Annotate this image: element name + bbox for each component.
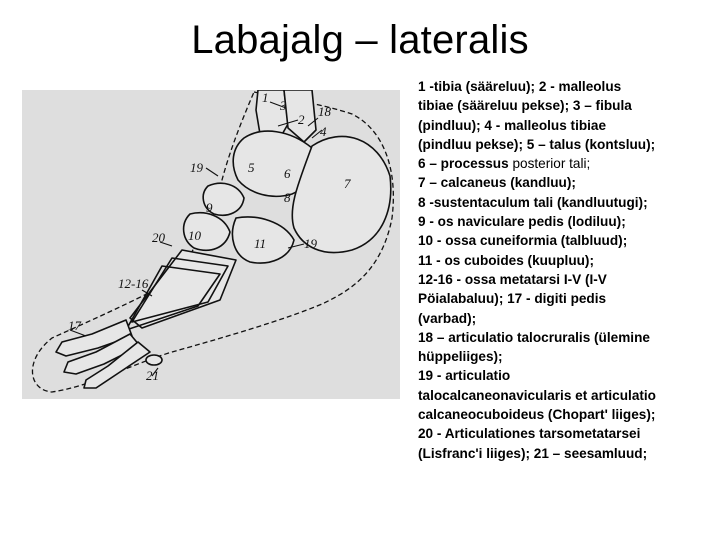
legend-line-text: tibiae (sääreluu pekse); 3 – fibula [418, 98, 632, 114]
legend-line [418, 173, 714, 192]
callout-number: 12-16 [118, 276, 149, 291]
legend-line-text: 6 – processus [418, 156, 509, 172]
callout-number: 8 [284, 190, 291, 205]
legend-line-text: 11 - os cuboides (kuupluu); [418, 252, 594, 268]
legend-line [418, 309, 714, 328]
legend-line [418, 116, 714, 135]
legend-line-text: 12-16 - ossa metatarsi I-V (I-V [418, 271, 607, 287]
callout-number: 17 [68, 318, 81, 333]
legend-line-text: 10 - ossa cuneiformia (talbluud); [418, 233, 628, 249]
legend-text [418, 77, 714, 463]
legend-line [418, 154, 714, 173]
legend-line [418, 347, 714, 366]
legend-line [418, 270, 714, 289]
legend-line-text: Pöialabaluu); 17 - digiti pedis [418, 291, 607, 307]
legend-line [418, 444, 714, 463]
callout-number: 11 [254, 236, 267, 251]
legend-line-text: 8 -sustentaculum tali (kandluutugi); [418, 194, 648, 210]
legend-line [418, 212, 714, 231]
callout-number: 20 [152, 230, 165, 245]
legend-line-text: 7 – calcaneus (kandluu); [418, 175, 576, 191]
legend-line-text: talocalcaneonavicularis et articulatio [418, 387, 656, 403]
legend-line [418, 77, 714, 96]
legend-line-text: (Lisfranc'i liiges); 21 – seesamluud; [418, 445, 648, 461]
callout-number: 6 [284, 166, 291, 181]
callout-number: 19 [304, 236, 317, 251]
legend-line [418, 386, 714, 405]
legend-line [418, 424, 714, 443]
callout-number: 9 [206, 200, 213, 215]
legend-line [418, 366, 714, 385]
legend-line-text: (pindluu pekse); 5 – talus (kontsluu); [418, 136, 656, 152]
callout-number: 5 [248, 160, 255, 175]
legend-line-suffix: posterior tali; [508, 156, 591, 172]
callout-number: 2 [298, 112, 305, 127]
legend-line [418, 289, 714, 308]
legend-line [418, 193, 714, 212]
legend-line [418, 135, 714, 154]
callout-number: 10 [188, 228, 201, 243]
callout-number: 4 [320, 124, 327, 139]
sesamoid-bone [146, 355, 162, 365]
callout-number: 21 [146, 368, 159, 383]
legend-line [418, 405, 714, 424]
callout-number: 7 [344, 176, 351, 191]
legend-line-text: 19 - articulatio [418, 368, 511, 384]
legend-line-text: 20 - Articulationes tarsometatarsei [418, 426, 641, 442]
legend-line-text: 18 – articulatio talocruralis (ülemine [418, 329, 650, 345]
legend-line [418, 231, 714, 250]
legend-line-text: (pindluu); 4 - malleolus tibiae [418, 117, 607, 133]
foot-lateral-diagram [22, 90, 400, 399]
legend-line-text: hüppeliiges); [418, 349, 503, 365]
legend-line [418, 251, 714, 270]
legend-line [418, 328, 714, 347]
legend-line-text: calcaneocuboideus (Chopart' liiges); [418, 407, 656, 423]
legend-line-text: (varbad); [418, 310, 477, 326]
legend-line-text: 9 - os naviculare pedis (lodiluu); [418, 214, 626, 230]
callout-number: 19 [190, 160, 203, 175]
slide-title: Labajalg – lateralis [191, 18, 529, 62]
callout-number: 18 [318, 104, 331, 119]
legend-line [418, 96, 714, 115]
callout-number: 1 [262, 90, 269, 105]
callout-number: 3 [280, 98, 287, 113]
legend-line-text: 1 -tibia (sääreluu); 2 - malleolus [418, 79, 622, 94]
